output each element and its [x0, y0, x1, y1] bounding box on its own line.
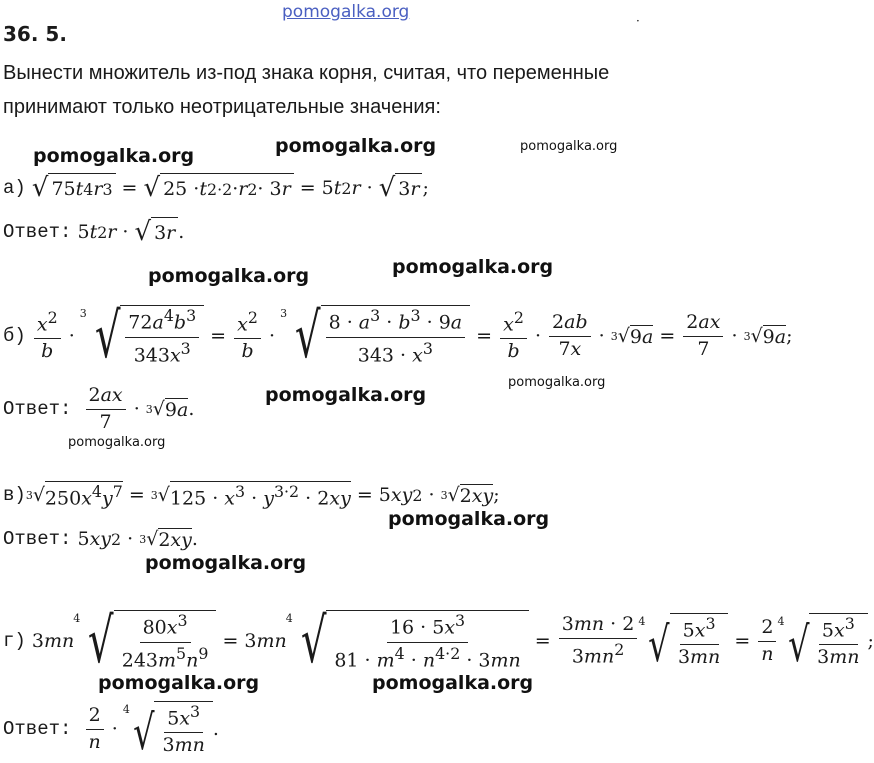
sqrt: √ 3 r [135, 217, 179, 247]
corner-mark: · [636, 14, 640, 28]
watermark: pomogalka.org [98, 672, 260, 694]
part-g-equation: г) 3 mn 4 √ $\frac{80x^3}{243m^5n^9}$ = 3 mn 4 √ $\frac{16 \cdot 5x^3}{81 \cdot m^4 \cdot n^{4\cdot 2} \cdot 3mn}$ = $\frac{3mn \cdot 2}{3mn^2}$ 4 √ $\frac{5x^3}{3mn}$ = $\frac{2}{n}$ 4 √ $\frac{5x^3}{3mn}$ ; [3, 604, 874, 677]
watermark: pomogalka.org [68, 435, 166, 450]
watermark: pomogalka.org [265, 384, 427, 406]
part-b-answer: Ответ: $\frac{2ax}{7}$ · 3 √ 9a . [3, 383, 195, 433]
sqrt: √ 3 r [379, 173, 423, 203]
sqrt: √ 75 t 4 r 3 [32, 173, 116, 203]
fourth-root: 4 √ $\frac{80x^3}{243m^5n^9}$ [74, 610, 216, 672]
watermark: pomogalka.org [275, 135, 437, 157]
fourth-root: 4 √ $\frac{5x^3}{3mn}$ [779, 613, 868, 669]
task-line-1: Вынести множитель из-под знака корня, считая, что переменные [3, 62, 610, 84]
sqrt: √ 25 · t 2·2 · r 2 · 3 r [144, 173, 294, 203]
watermark: pomogalka.org [148, 265, 310, 287]
fourth-root: 4 √ $\frac{16 \cdot 5x^3}{81 \cdot m^4 \cdot n^{4\cdot 2} \cdot 3mn}$ [287, 610, 529, 672]
part-a-label: а) [3, 177, 26, 199]
watermark: pomogalka.org [145, 552, 307, 574]
part-b-label: б) [3, 325, 26, 347]
watermark: pomogalka.org [520, 139, 618, 154]
fourth-root: 4 √ $\frac{5x^3}{3mn}$ [124, 701, 213, 757]
part-b-equation: б) $\frac{x^2}{b}$ · 3 √ $\frac{72a^4b^3}{343x^3}$ = $\frac{x^2}{b}$ · 3 √ $\frac{8 \cdot a^3 \cdot b^3 \cdot 9a}{343 \cdot x^3}$ = $\frac{x^2}{b}$ · $\frac{2ab}{7x}$ · 3 √ 9a = $\frac{2ax}{7}$ · 3 √ 9a ; [3, 299, 793, 372]
watermark-top[interactable]: pomogalka.org [282, 2, 410, 22]
answer-label: Ответ: [3, 221, 72, 243]
exercise-number-text: 36. 5 [3, 22, 60, 46]
watermark: pomogalka.org [372, 672, 534, 694]
cube-root: 3 √ $\frac{8 \cdot a^3 \cdot b^3 \cdot 9a}{343 \cdot x^3}$ [281, 305, 470, 367]
answer-label: Ответ: [3, 718, 72, 740]
part-v-answer: Ответ: 5 xy 2 · 3 √ 2xy . [3, 528, 198, 551]
part-a-answer: Ответ: 5 t 2 r · √ 3 r . [3, 217, 185, 247]
watermark: pomogalka.org [392, 256, 554, 278]
watermark: pomogalka.org [33, 145, 195, 167]
watermark: pomogalka.org [388, 508, 550, 530]
exercise-number [3, 22, 67, 46]
part-g-label: г) [3, 630, 26, 652]
exercise-number-dot: . [59, 22, 67, 46]
part-a-equation: а) √ 75 t 4 r 3 = √ 25 · t 2·2 · r 2 · 3 r = 5 t 2 r · √ 3 r ; [3, 173, 429, 203]
part-g-answer: Ответ: $\frac{2}{n}$ · 4 √ $\frac{5x^3}{3mn}$ . [3, 701, 219, 761]
part-v-equation: в) 3 √ $250x^4y^7$ = 3 √ $125 \cdot x^3 \cdot y^{3\cdot 2} \cdot 2xy$ = 5 xy 2 · 3 √ 2xy ; [3, 481, 500, 510]
part-v-label: в) [3, 484, 26, 506]
watermark: pomogalka.org [508, 375, 606, 390]
fourth-root: 4 √ $\frac{5x^3}{3mn}$ [639, 613, 728, 669]
task-line-2: принимают только неотрицательные значения: [3, 96, 441, 118]
cube-root: 3 √ $\frac{72a^4b^3}{343x^3}$ [81, 305, 204, 367]
answer-label: Ответ: [3, 528, 72, 550]
answer-label: Ответ: [3, 398, 72, 420]
